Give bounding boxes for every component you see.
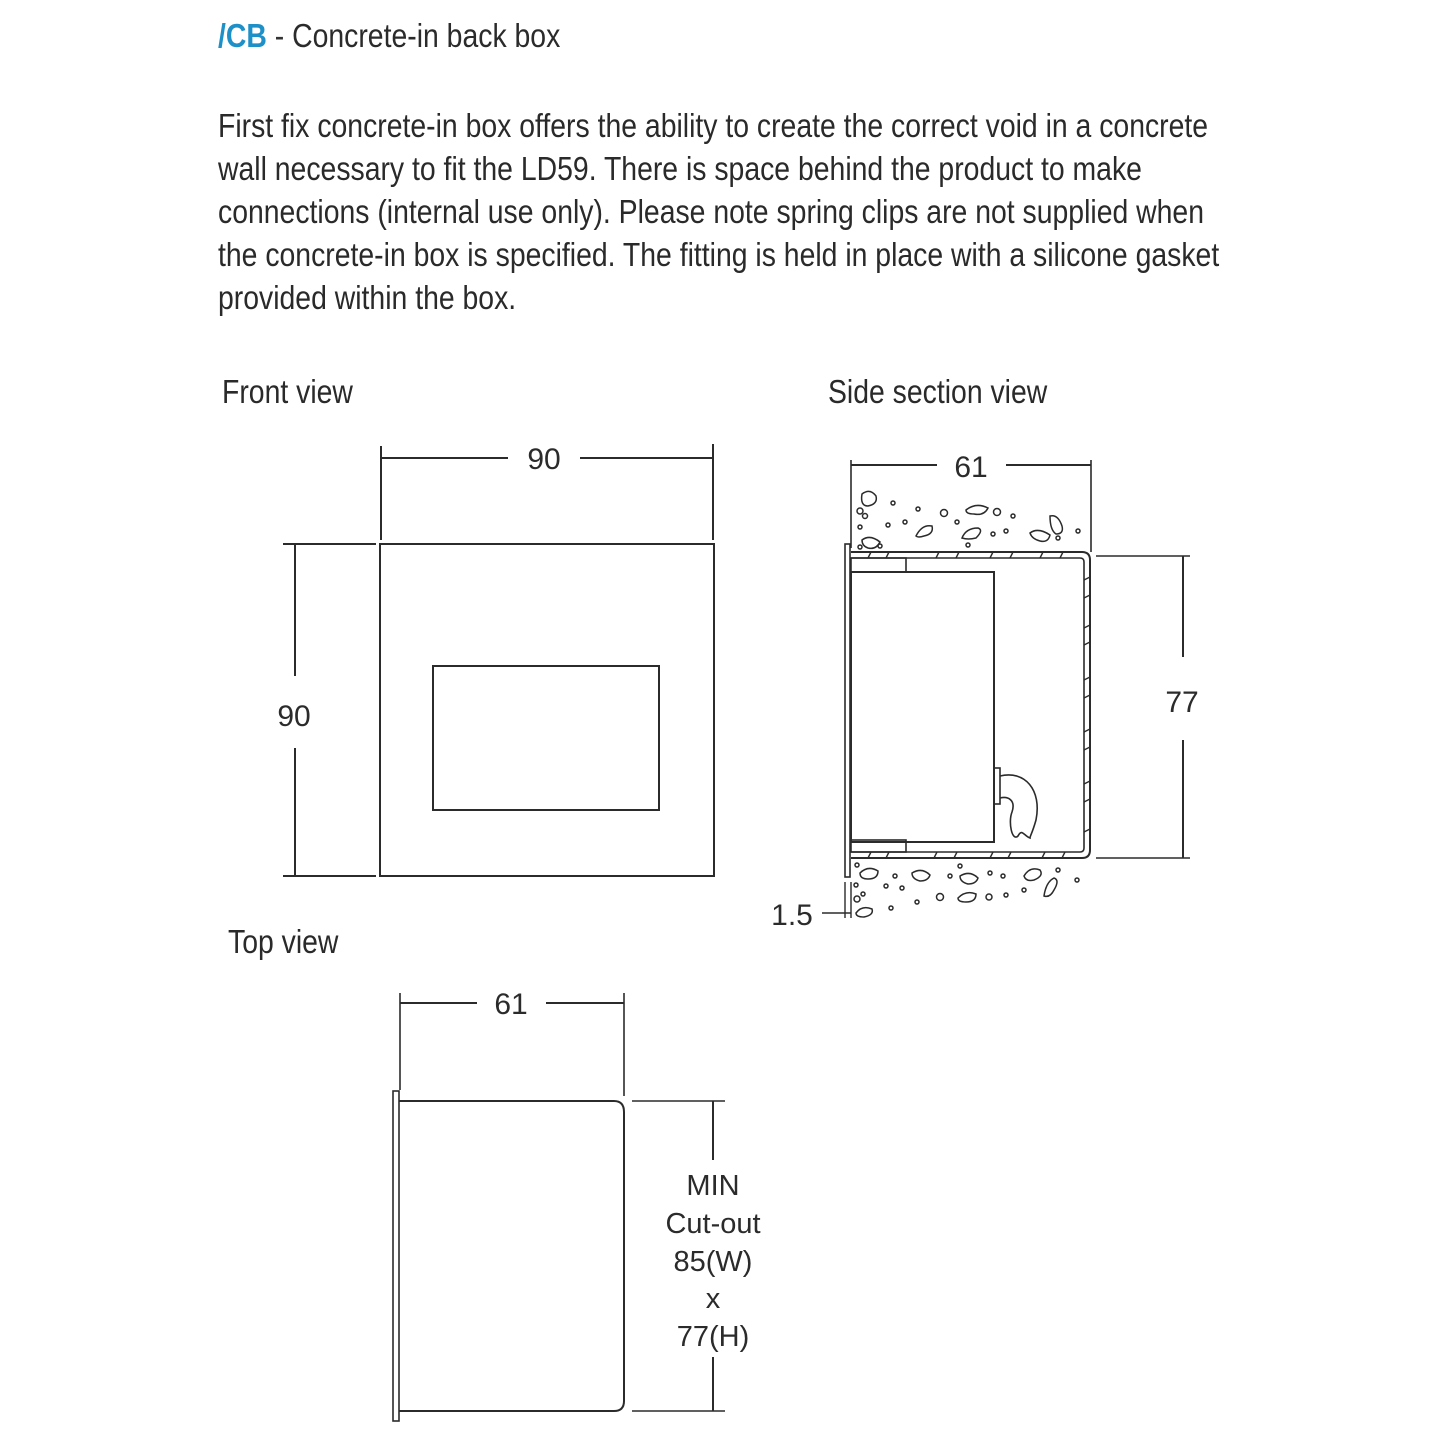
top-view-drawing — [393, 988, 761, 1421]
product-code: /CB — [218, 17, 267, 54]
side-section-view-label: Side section view — [828, 373, 1048, 410]
front-view-label: Front view — [222, 373, 353, 410]
side-flange-dim-label: 1.5 — [771, 899, 813, 932]
front-width-dim-label: 90 — [527, 443, 561, 476]
description-line: the concrete-in box is specified. The fitting is held in place with a silicone gasket — [218, 236, 1220, 273]
side-backbox-hatching — [868, 552, 1090, 858]
side-depth-dim-label: 61 — [954, 451, 988, 484]
front-height-dim-label: 90 — [277, 700, 311, 733]
side-backbox-outer-wall — [851, 552, 1090, 858]
top-cutout-label-line: 85(W) — [673, 1246, 753, 1278]
side-cable-icon — [1000, 775, 1037, 838]
description-line: connections (internal use only). Please note spring clips are not supplied when — [218, 193, 1205, 230]
side-concrete-aggregate-bottom — [854, 863, 1079, 917]
description-line: wall necessary to fit the LD59. There is space behind the product to make — [218, 150, 1142, 187]
title-text: Concrete-in back box — [292, 17, 561, 54]
side-height-dim-label: 77 — [1165, 686, 1199, 719]
front-faceplate-outline — [380, 544, 714, 876]
side-section-view-drawing — [771, 451, 1199, 932]
side-product-body — [851, 572, 994, 842]
front-window-outline — [433, 666, 659, 810]
description-line: First fix concrete-in box offers the ability to create the correct void in a concrete — [218, 107, 1209, 144]
description-line: provided within the box. — [218, 279, 517, 316]
top-view-label: Top view — [228, 923, 339, 960]
front-view-drawing — [277, 443, 714, 876]
top-cutout-label-line: MIN — [686, 1170, 740, 1202]
title-separator: - — [266, 17, 293, 54]
top-depth-dim-label: 61 — [494, 988, 528, 1021]
top-cutout-label-line: Cut-out — [665, 1208, 761, 1240]
top-faceplate-flange — [393, 1091, 399, 1421]
side-backbox-inner-wall — [851, 558, 1084, 852]
side-gasket-top — [851, 558, 906, 572]
top-cutout-label-line: x — [705, 1283, 721, 1315]
top-cutout-label-line: 77(H) — [676, 1321, 750, 1353]
side-concrete-aggregate-top — [857, 491, 1080, 549]
top-backbox-outline — [399, 1101, 624, 1411]
side-faceplate-flange — [845, 544, 850, 877]
